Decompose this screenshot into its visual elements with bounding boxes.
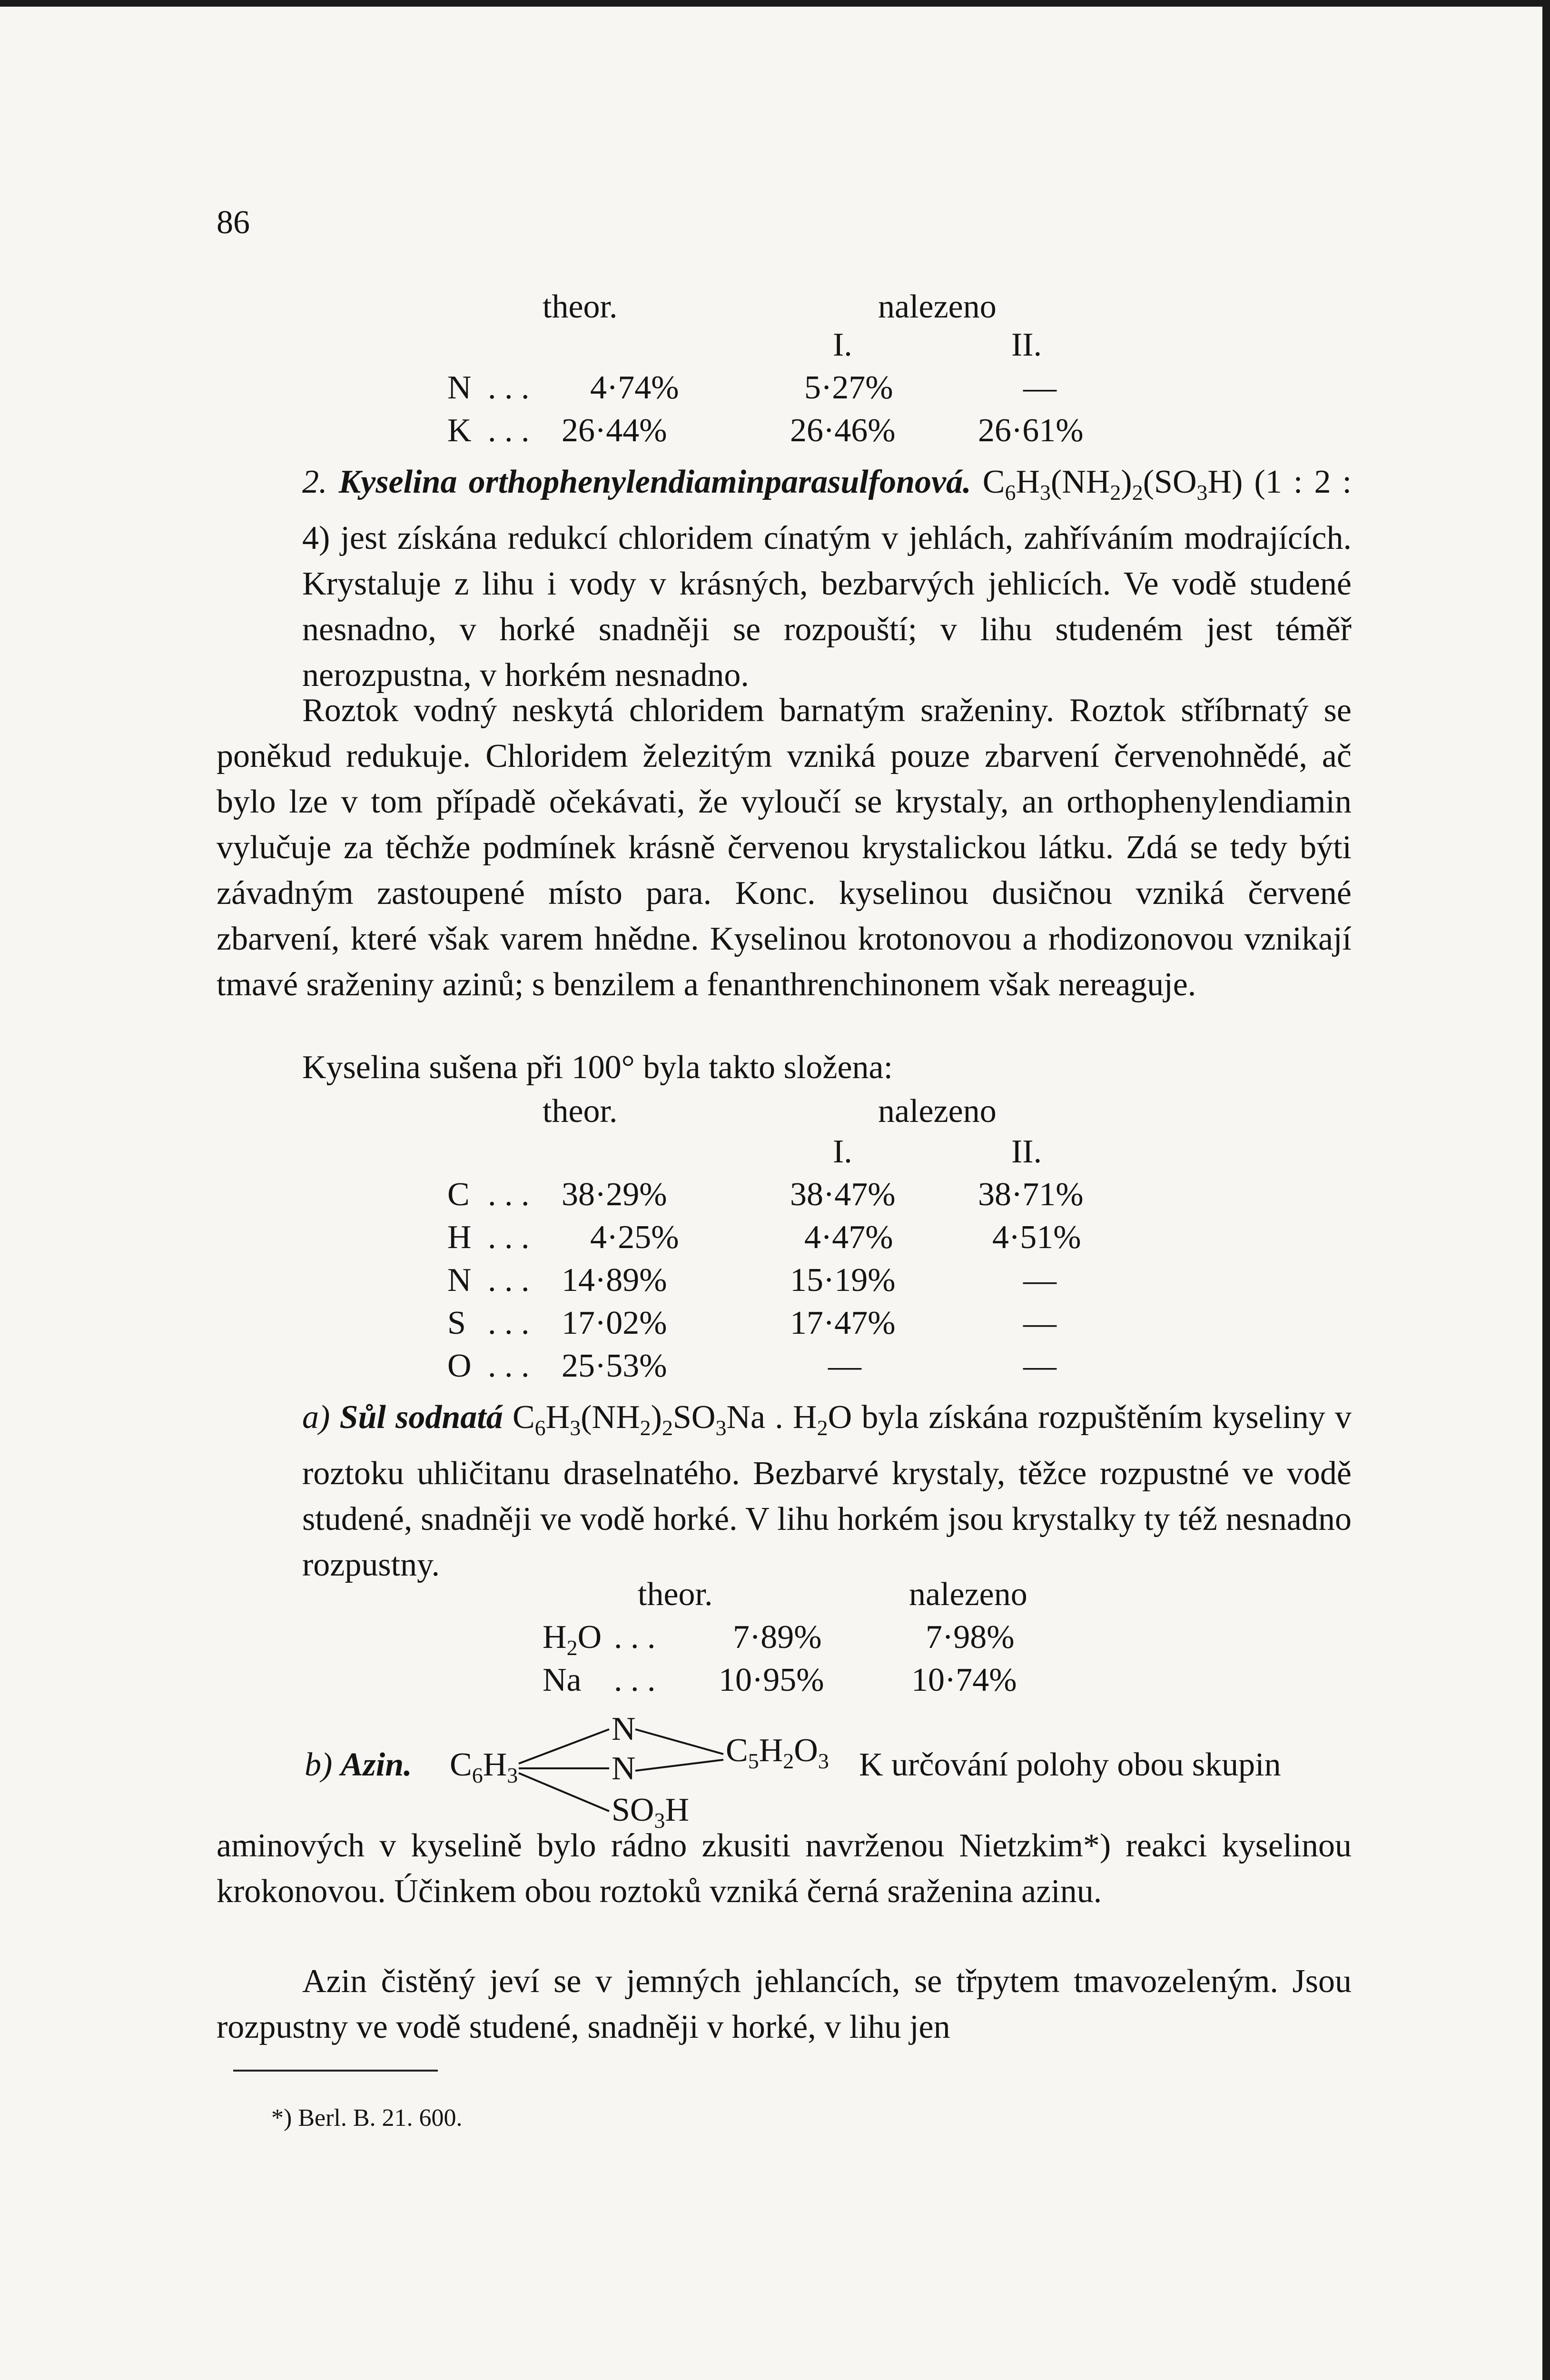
table-row-found: 7·98% bbox=[926, 1619, 1015, 1656]
leader-dots: . . . bbox=[488, 412, 530, 449]
paragraph-roztok-text: Roztok vodný neskytá chloridem barnatým sraženiny. Roztok stříbrnatý se poněkud redukuje. Chloridem železitým vzniká pouze zbarvení červenohnědé, ač bylo lze v tom případě očekávati, že vyloučí se krystaly, an orthophenylendiamin vylučuje za těchže podmínek krásně červenou krystalickou látku. Zdá se tedy býti závadným zastoupené místo para. Konc. kyselinou dusičnou vzniká červené zbarvení, které však varem hnědne. Kyselinou krotonovou a rhodizonovou vznikají tmavé sraženiny azinů; s benzilem a fenanthrenchinonem však nereaguje. bbox=[217, 692, 1352, 1003]
paragraph-azin bbox=[217, 1959, 1352, 2050]
azin-N2: N bbox=[612, 1750, 636, 1787]
section-2-paragraph bbox=[217, 459, 1352, 698]
table-row-II: — bbox=[1023, 1348, 1056, 1384]
section-a-paragraph bbox=[217, 1395, 1352, 1588]
page-number: 86 bbox=[217, 204, 250, 241]
section-a-name: Sůl sodnatá bbox=[339, 1399, 503, 1436]
table-row-theor: 38·29% bbox=[562, 1176, 667, 1213]
table1-sub-II: II. bbox=[1011, 327, 1042, 363]
section-2-name: Kyselina orthophenylendiaminparasulfonová. bbox=[338, 464, 971, 500]
paragraph-roztok bbox=[217, 688, 1352, 1008]
paragraph-susena bbox=[217, 1045, 1352, 1091]
table-row-theor: 17·02% bbox=[562, 1305, 667, 1341]
leader-dots: . . . bbox=[488, 369, 530, 406]
scan-border-top bbox=[0, 0, 1550, 7]
table-row-el: K bbox=[447, 412, 472, 449]
table3-head-found: nalezeno bbox=[909, 1576, 1027, 1613]
table-row-I: — bbox=[828, 1348, 861, 1384]
table-row-I: 38·47% bbox=[790, 1176, 896, 1213]
table-row-I: 26·46% bbox=[790, 412, 896, 449]
section-2-formula: $C_6H_3(NH_2)_2(SO_3H)$ bbox=[982, 464, 1243, 505]
table-row-II: — bbox=[1023, 1262, 1056, 1299]
table-row-I: 5·27% bbox=[804, 369, 893, 406]
leader-dots: . . . bbox=[614, 1662, 656, 1698]
footnote: *) Berl. B. 21. 600. bbox=[271, 2104, 463, 2132]
table-row-theor: 4·74% bbox=[590, 369, 679, 406]
section-a-label: a) bbox=[302, 1399, 330, 1436]
table3-head-theor: theor. bbox=[638, 1576, 713, 1613]
azin-SO3H: $SO_3H$ bbox=[612, 1792, 690, 1833]
table-row-el: S bbox=[447, 1305, 466, 1341]
section-a-formula: $C_6H_3(NH_2)_2SO_3Na$ . $H_2O$ bbox=[512, 1399, 852, 1440]
table-row-found: 10·74% bbox=[911, 1662, 1017, 1698]
table-row-theor: 4·25% bbox=[590, 1219, 679, 1256]
section-b-paragraph bbox=[217, 1823, 1352, 1914]
section-2-text: (1 : 2 : 4) jest získána redukcí chloridem cínatým v jehlách, zahříváním modrajících. Krystaluje z lihu i vody v krásných, bezbarvých jehlicích. Ve vodě studené nesnadno, v horké snadněji se rozpouští; v lihu studeném jest téměř nerozpustna, v horkém nesnadno. bbox=[302, 464, 1352, 694]
section-a-text: byla získána rozpuštěním kyseliny v roztoku uhličitanu draselnatého. Bezbarvé krystaly, těžce rozpustné ve vodě studené, snadněji ve vodě horké. V lihu horkém jsou krystalky ty též nesnadno rozpustny. bbox=[302, 1399, 1352, 1583]
table1-sub-I: I. bbox=[833, 327, 852, 363]
section-b-name: Azin. bbox=[340, 1746, 412, 1783]
table1-head-found: nalezeno bbox=[878, 288, 997, 325]
scan-border-right bbox=[1542, 0, 1550, 2380]
table1-head-theor: theor. bbox=[543, 288, 618, 325]
table-row-theor: 7·89% bbox=[733, 1619, 822, 1656]
table-row-II: — bbox=[1023, 1305, 1056, 1341]
paragraph-susena-text: Kyselina sušena při 100° byla takto složena: bbox=[302, 1049, 893, 1086]
footnote-rule bbox=[233, 2070, 438, 2072]
table2-sub-I: I. bbox=[833, 1133, 852, 1170]
table2-sub-II: II. bbox=[1011, 1133, 1042, 1170]
table-row-el: Na bbox=[543, 1662, 582, 1698]
azin-formula-left: $C_6H_3$ bbox=[450, 1746, 518, 1787]
leader-dots: . . . bbox=[488, 1262, 530, 1299]
table-row-theor: 14·89% bbox=[562, 1262, 667, 1299]
table2-head-theor: theor. bbox=[543, 1093, 618, 1130]
table-row-II: 26·61% bbox=[978, 412, 1084, 449]
table-row-I: 17·47% bbox=[790, 1305, 896, 1341]
leader-dots: . . . bbox=[488, 1219, 530, 1256]
table-row-I: 4·47% bbox=[804, 1219, 893, 1256]
leader-dots: . . . bbox=[488, 1348, 530, 1384]
leader-dots: . . . bbox=[488, 1176, 530, 1213]
section-b-lead bbox=[305, 1742, 412, 1788]
table-row-theor: 26·44% bbox=[562, 412, 667, 449]
table-row-el: N bbox=[447, 369, 472, 406]
section-2-number: 2. bbox=[302, 464, 327, 500]
table-row-el: H bbox=[447, 1219, 472, 1256]
section-b-label: b) bbox=[305, 1746, 333, 1783]
table-row-theor: 25·53% bbox=[562, 1348, 667, 1384]
table2-head-found: nalezeno bbox=[878, 1093, 997, 1130]
table-row-el: $H_2O$ bbox=[543, 1619, 602, 1660]
table-row-el: O bbox=[447, 1348, 472, 1384]
table-row-II: 4·51% bbox=[992, 1219, 1081, 1256]
leader-dots: . . . bbox=[614, 1619, 656, 1656]
leader-dots: . . . bbox=[488, 1305, 530, 1341]
table-row-II: 38·71% bbox=[978, 1176, 1084, 1213]
azin-N1: N bbox=[612, 1711, 636, 1747]
paragraph-azin-text: Azin čistěný jeví se v jemných jehlancích, se třpytem tmavozeleným. Jsou rozpustny ve vodě studené, snadněji v horké, v lihu jen bbox=[217, 1963, 1352, 2045]
table-row-II: — bbox=[1023, 369, 1056, 406]
section-b-inline-text: K určování polohy obou skupin bbox=[859, 1746, 1281, 1783]
table-row-el: C bbox=[447, 1176, 470, 1213]
section-b-text: aminových v kyselině bylo rádno zkusiti navrženou Nietzkim*) reakci kyselinou krokonovou. Účinkem obou roztoků vzniká černá sraženina azinu. bbox=[217, 1827, 1352, 1910]
azin-formula-right: $C_5H_2O_3$ bbox=[726, 1732, 829, 1773]
table-row-el: N bbox=[447, 1262, 472, 1299]
table-row-theor: 10·95% bbox=[719, 1662, 824, 1698]
table-row-I: 15·19% bbox=[790, 1262, 896, 1299]
